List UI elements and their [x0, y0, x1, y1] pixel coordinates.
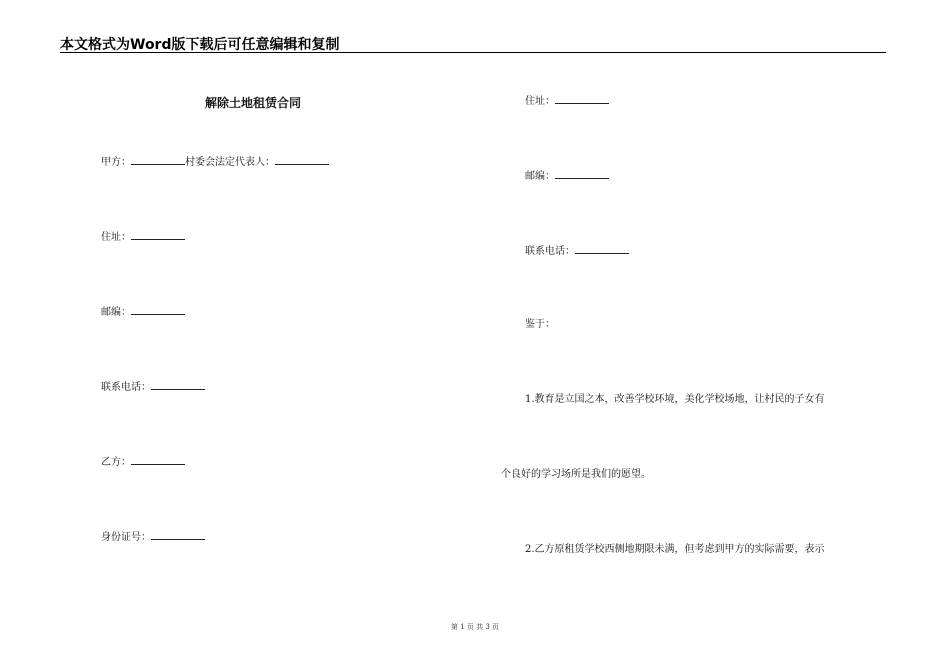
- whereas-line: [525, 318, 555, 332]
- right-phone-line: [525, 243, 629, 259]
- left-phone-label: 联系电话：: [101, 382, 151, 393]
- header-divider: [60, 52, 886, 53]
- right-address-line: [525, 93, 609, 109]
- party-a-rep-label: 村委会法定代表人：: [185, 157, 275, 168]
- party-b-label: 乙方：: [101, 457, 131, 468]
- page-header-title: 本文格式为Word版下载后可任意编辑和复制: [60, 37, 340, 53]
- right-postcode-blank: [555, 168, 609, 179]
- right-postcode-label: 邮编：: [525, 171, 555, 182]
- party-a-line: [101, 154, 329, 170]
- left-postcode-label: 邮编：: [101, 307, 131, 318]
- page-indicator: 第 1 页 共 3 页: [450, 623, 500, 631]
- right-address-label: 住址：: [525, 96, 555, 107]
- left-postcode-line: [101, 304, 185, 320]
- id-number-line: [101, 529, 205, 545]
- party-a-label: 甲方：: [101, 157, 131, 168]
- right-address-blank: [555, 93, 609, 104]
- party-a-rep-blank: [275, 154, 329, 165]
- id-number-label: 身份证号：: [101, 532, 151, 543]
- whereas-label: 鉴于：: [525, 319, 555, 330]
- left-postcode-blank: [131, 304, 185, 315]
- right-phone-blank: [575, 243, 629, 254]
- right-postcode-line: [525, 168, 609, 184]
- left-phone-line: [101, 379, 205, 395]
- party-b-line: [101, 454, 185, 470]
- party-b-blank: [131, 454, 185, 465]
- right-phone-label: 联系电话：: [525, 246, 575, 257]
- party-a-blank: [131, 154, 185, 165]
- left-address-label: 住址：: [101, 232, 131, 243]
- left-address-blank: [131, 229, 185, 240]
- left-address-line: [101, 229, 185, 245]
- left-phone-blank: [151, 379, 205, 390]
- clause-1-line-1: 1.教育是立国之本，改善学校环境，美化学校场地，让村民的子女有: [525, 394, 825, 405]
- clause-1-line-2: 个良好的学习场所是我们的愿望。: [501, 469, 651, 480]
- document-title: 解除土地租赁合同: [205, 96, 302, 110]
- id-number-blank: [151, 529, 205, 540]
- clause-2-line-1: 2.乙方原租赁学校西侧地期限未满，但考虑到甲方的实际需要，表示: [525, 544, 825, 555]
